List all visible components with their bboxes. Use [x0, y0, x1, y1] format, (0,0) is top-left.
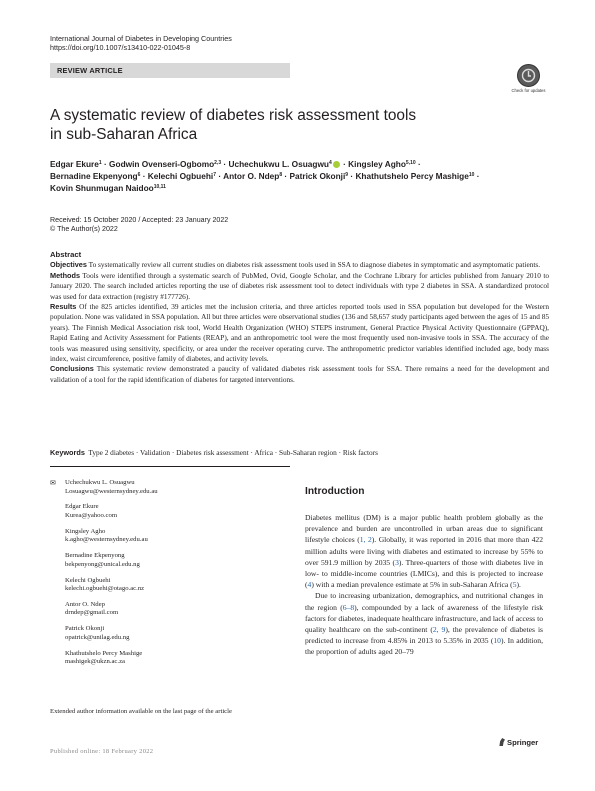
author-list — [50, 158, 550, 195]
intro-text: Due to increasing urbanization, demographics, and nutritional changes in the region ( — [305, 591, 543, 612]
orcid-icon[interactable] — [333, 161, 340, 168]
contact-name: Kelechi Ogbuehi — [65, 576, 111, 584]
author-name[interactable]: Bernadine Ekpenyong — [50, 171, 138, 182]
envelope-icon: ✉ — [50, 479, 56, 487]
author-name[interactable]: Khathutshelo Percy Mashige — [355, 171, 469, 182]
springer-horse-icon — [498, 738, 505, 746]
contact-email[interactable]: k.agho@westernsydney.edu.au — [65, 536, 148, 544]
received-accepted-dates: Received: 15 October 2020 / Accepted: 23 January 2022 — [50, 216, 229, 224]
author-name[interactable]: Godwin Ovenseri-Ogbomo — [109, 159, 215, 169]
citation-link[interactable]: 5 — [512, 580, 517, 590]
published-online-line — [50, 740, 190, 755]
copyright-line: © The Author(s) 2022 — [50, 225, 118, 233]
author-separator: · — [282, 171, 290, 182]
contact-entry — [50, 650, 290, 667]
doi-link[interactable]: https://doi.org/10.1007/s13410-022-01045-8 — [50, 43, 191, 52]
contact-email[interactable]: Kurea@yahoo.com — [65, 511, 118, 519]
author-name[interactable]: Kelechi Ogbuehi — [147, 171, 214, 182]
title-line-1: A systematic review of diabetes risk assessment tools — [50, 107, 417, 124]
abstract-methods — [50, 271, 549, 302]
author-affiliation: 5,10 — [405, 160, 416, 166]
contact-email[interactable]: Losuagwu@westernsydney.edu.au — [65, 487, 158, 495]
contact-email[interactable]: opatrick@unilag.edu.ng — [65, 633, 130, 641]
keywords-label: Keywords — [50, 448, 85, 457]
citation-link[interactable]: 10 — [493, 636, 501, 646]
abstract-conclusions — [50, 364, 549, 385]
author-contacts — [50, 479, 290, 674]
citation-link[interactable]: 6–8 — [342, 602, 355, 612]
section-divider — [50, 466, 290, 467]
contact-entry — [50, 552, 290, 569]
author-affiliation: 9 — [345, 172, 349, 179]
journal-name: International Journal of Diabetes in Developing Countries — [50, 34, 232, 43]
author-affiliation: 2,3 — [214, 160, 222, 166]
published-online-text: Published online: 18 February 2022 — [50, 748, 154, 755]
results-label: Results — [50, 302, 77, 312]
abstract-results — [50, 302, 549, 364]
abstract-heading: Abstract — [50, 250, 82, 259]
contact-email[interactable]: drndep@gmail.com — [65, 609, 119, 617]
author-separator: · — [415, 159, 421, 169]
conclusions-label: Conclusions — [50, 364, 94, 374]
author-affiliation: 1 — [98, 160, 102, 166]
author-name[interactable]: Edgar Ekure — [50, 159, 99, 169]
contact-name: Khathutshelo Percy Mashige — [65, 649, 143, 657]
introduction-body — [305, 512, 543, 658]
intro-text: Diabetes mellitus (DM) is a major public health problem globally as the prevalence and burden are uncontrolled in urban areas due to significant lifestyle choices ( — [305, 513, 543, 545]
author-name[interactable]: Antor O. Ndep — [223, 171, 280, 182]
springer-logo — [498, 738, 546, 750]
check-updates-label: Check for updates — [511, 88, 546, 93]
contact-email[interactable]: bekpenyong@unical.edu.ng — [65, 560, 140, 568]
author-affiliation: 4 — [328, 160, 332, 166]
publisher-name: Springer — [507, 738, 539, 747]
citation-link[interactable]: 1, 2 — [359, 535, 372, 545]
contact-name: Antor O. Ndep — [65, 600, 105, 608]
author-name[interactable]: Patrick Okonji — [289, 171, 346, 182]
article-title — [50, 106, 470, 144]
contact-name: Kingsley Agho — [65, 527, 106, 535]
conclusions-text: This systematic review demonstrated a paucity of validated diabetes risk assessment tools for SSA. There remains a need for the development and validation of a tool for the rapid identification of diabetes for targeted interventions. — [50, 364, 549, 384]
extended-author-info: Extended author information available on the last page of the article — [50, 708, 232, 715]
intro-text: ) with a median prevalence estimate at 5% in sub-Saharan Africa ( — [311, 580, 513, 590]
article-type-label: REVIEW ARTICLE — [57, 66, 123, 75]
author-affiliation: 7 — [213, 172, 217, 179]
intro-text: ). Globally, it was reported in 2016 that more than 422 million adults were living with diabetes and estimated to increase by 55% to over 591.9 million by 2035 ( — [305, 535, 544, 567]
abstract-objectives — [50, 260, 549, 270]
contact-name: Bernadine Ekpenyong — [65, 552, 125, 560]
objectives-text: To systematically review all current studies on diabetes risk assessment tools used in SSA to diagnose diabetes in symptomatic and asymptomatic patients. — [88, 260, 541, 270]
author-separator: · — [216, 171, 224, 182]
title-line-2: in sub-Saharan Africa — [50, 126, 198, 143]
citation-link[interactable]: 2, 9 — [432, 625, 446, 635]
methods-text: Tools were identified through a systematic search of PubMed, Ovid, Google Scholar, and the Cochrane Library for articles published from January 2010 to January 2020. The search included articles reporting the use of diabetes risk assessment tool to detect individuals with type 2 diabetes in SSA. A standardized protocol was used for data extraction (registry #177726). — [50, 270, 549, 301]
author-name[interactable]: Kingsley Agho — [348, 159, 406, 169]
contact-entry — [50, 625, 290, 642]
contact-email[interactable]: mashigek@ukzn.ac.za — [65, 658, 126, 666]
abstract-section — [50, 250, 549, 385]
author-separator: · — [348, 171, 356, 182]
keywords-line — [50, 448, 549, 458]
contact-name: Edgar Ekure — [65, 503, 99, 511]
contact-entry — [50, 528, 290, 545]
author-separator: · — [474, 171, 480, 182]
author-affiliation: 10,11 — [153, 184, 166, 191]
author-separator: · — [340, 159, 349, 169]
contact-entry — [50, 479, 290, 496]
author-affiliation: 10 — [468, 172, 475, 179]
contact-name: Uchechukwu L. Osuagwu — [65, 479, 135, 486]
contact-entry — [50, 577, 290, 594]
contact-email[interactable]: kelechi.ogbuehi@otago.ac.nz — [65, 585, 145, 593]
intro-paragraph-1 — [305, 512, 543, 590]
author-affiliation: 8 — [279, 172, 283, 179]
results-text: Of the 825 articles identified, 39 articles met the inclusion criteria, and three articles reported tools used in SSA population but developed for the Western population. None was validated in SSA population. All but three articles were observational studies (136 and 58,657 study participants aged between the ages of 15 and 85 years). The Finnish Medical Association risk tool, World Health Organization (WHO) STEPS instrument, General Practice Physical Activity Questionnaire (GPPAQ), Rapid Eating and Activity Assessment for Patients (REAP), and an anthropometric tool were the most frequently used non-invasive tools in SSA. The accuracy of the tools was measured using sensitivity, specificity, or area under the receiver operating curve. The anthropometric predictor variables identified included age, body mass index, waist circumference, positive family of diabetes, and activity levels. — [50, 302, 549, 364]
objectives-label: Objectives — [50, 260, 87, 270]
author-name[interactable]: Uchechukwu L. Osuagwu — [228, 159, 329, 169]
author-separator: · — [221, 159, 229, 169]
citation-link[interactable]: 4 — [307, 580, 312, 590]
contact-entry — [50, 503, 290, 520]
intro-text: ). Three-quarters of those with diabetes live in low- to middle-income countries (LMICs), and this is projected to increase ( — [305, 557, 543, 590]
author-separator: · — [101, 159, 110, 169]
intro-text: ), the prevalence of diabetes is predicted to increase from 4.85% in 2013 to 5.35% in 2035 ( — [305, 625, 544, 646]
introduction-heading: Introduction — [305, 486, 365, 497]
contact-entry — [50, 601, 290, 618]
author-name[interactable]: Kovin Shunmugan Naidoo — [50, 183, 154, 194]
intro-text: ), compounded by a lack of awareness of the lifestyle risk factors for diabetes, inadequate healthcare infrastructure, and lack of access to quality healthcare on the sub-continent ( — [305, 602, 543, 635]
methods-label: Methods — [50, 270, 80, 280]
intro-text: ). In addition, the proportion of adults aged 20–79 — [305, 636, 544, 657]
intro-text: ). — [516, 580, 521, 590]
keywords-text: Type 2 diabetes · Validation · Diabetes risk assessment · Africa · Sub-Saharan region · Risk factors — [88, 448, 378, 457]
author-separator: · — [140, 171, 148, 182]
author-affiliation: 6 — [137, 172, 141, 179]
citation-link[interactable]: 3 — [395, 557, 399, 567]
contact-name: Patrick Okonji — [65, 625, 105, 633]
intro-paragraph-2 — [305, 590, 543, 657]
check-updates-icon — [517, 64, 540, 87]
check-for-updates-badge[interactable] — [511, 64, 546, 100]
